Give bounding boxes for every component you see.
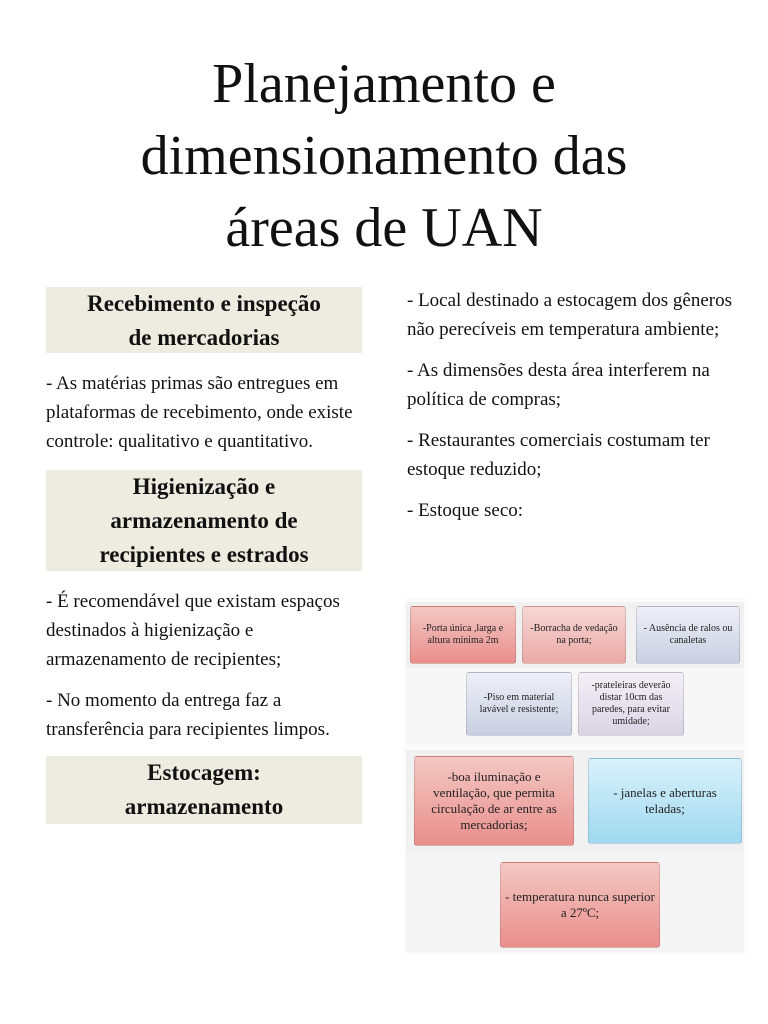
diagram-node-ralos: - Ausência de ralos ou canaletas — [636, 606, 740, 664]
page-title — [0, 48, 768, 264]
heading-line: Estocagem: — [147, 760, 261, 785]
section-heading-recebimento — [46, 287, 362, 353]
diagram-band — [406, 668, 744, 744]
diagram-node-borracha: -Borracha de vedação na porta; — [522, 606, 626, 664]
heading-line: armazenamento — [124, 794, 284, 819]
estoque-text-1: - Local destinado a estocagem dos gêneros não perecíveis em temperatura ambiente; — [407, 290, 732, 340]
heading-line: Higienização e — [132, 474, 276, 499]
right-column — [407, 286, 737, 525]
heading-line: de mercadorias — [128, 325, 280, 350]
section-heading-higienizacao — [46, 470, 362, 571]
title-line-1: Planejamento e — [212, 53, 556, 115]
diagram-node-iluminacao: -boa iluminação e ventilação, que permita circulação de ar entre as mercadorias; — [414, 756, 574, 846]
section-heading-estocagem — [46, 756, 362, 824]
diagram-node-temperatura: - temperatura nunca superior a 27ºC; — [500, 862, 660, 948]
diagram-node-piso: -Piso em material lavável e resistente; — [466, 672, 572, 736]
estoque-text-2: - As dimensões desta área interferem na política de compras; — [407, 360, 710, 410]
diagram-node-janelas: - janelas e aberturas teladas; — [588, 758, 742, 844]
diagram-node-porta: -Porta única ,larga e altura mínima 2m — [410, 606, 516, 664]
title-line-2: dimensionamento das — [140, 125, 628, 187]
higienizacao-text-2: - No momento da entrega faz a transferência para recipientes limpos. — [46, 690, 330, 740]
estoque-seco-label: - Estoque seco: — [407, 500, 524, 521]
heading-line: armazenamento de — [110, 508, 298, 533]
estoque-seco-diagram — [404, 598, 748, 954]
estoque-text-3: - Restaurantes comerciais costumam ter estoque reduzido; — [407, 430, 710, 480]
heading-line: recipientes e estrados — [99, 542, 309, 567]
title-line-3: áreas de UAN — [225, 197, 543, 259]
left-column — [46, 287, 362, 824]
recebimento-text: - As matérias primas são entregues em plataformas de recebimento, onde existe controle: qualitativo e quantitativo. — [46, 373, 353, 452]
heading-line: Recebimento e inspeção — [87, 291, 321, 316]
higienizacao-text-1: - É recomendável que existam espaços destinados à higienização e armazenamento de recipientes; — [46, 591, 340, 670]
diagram-node-prateleiras: -prateleiras deverão distar 10cm das paredes, para evitar umidade; — [578, 672, 684, 736]
